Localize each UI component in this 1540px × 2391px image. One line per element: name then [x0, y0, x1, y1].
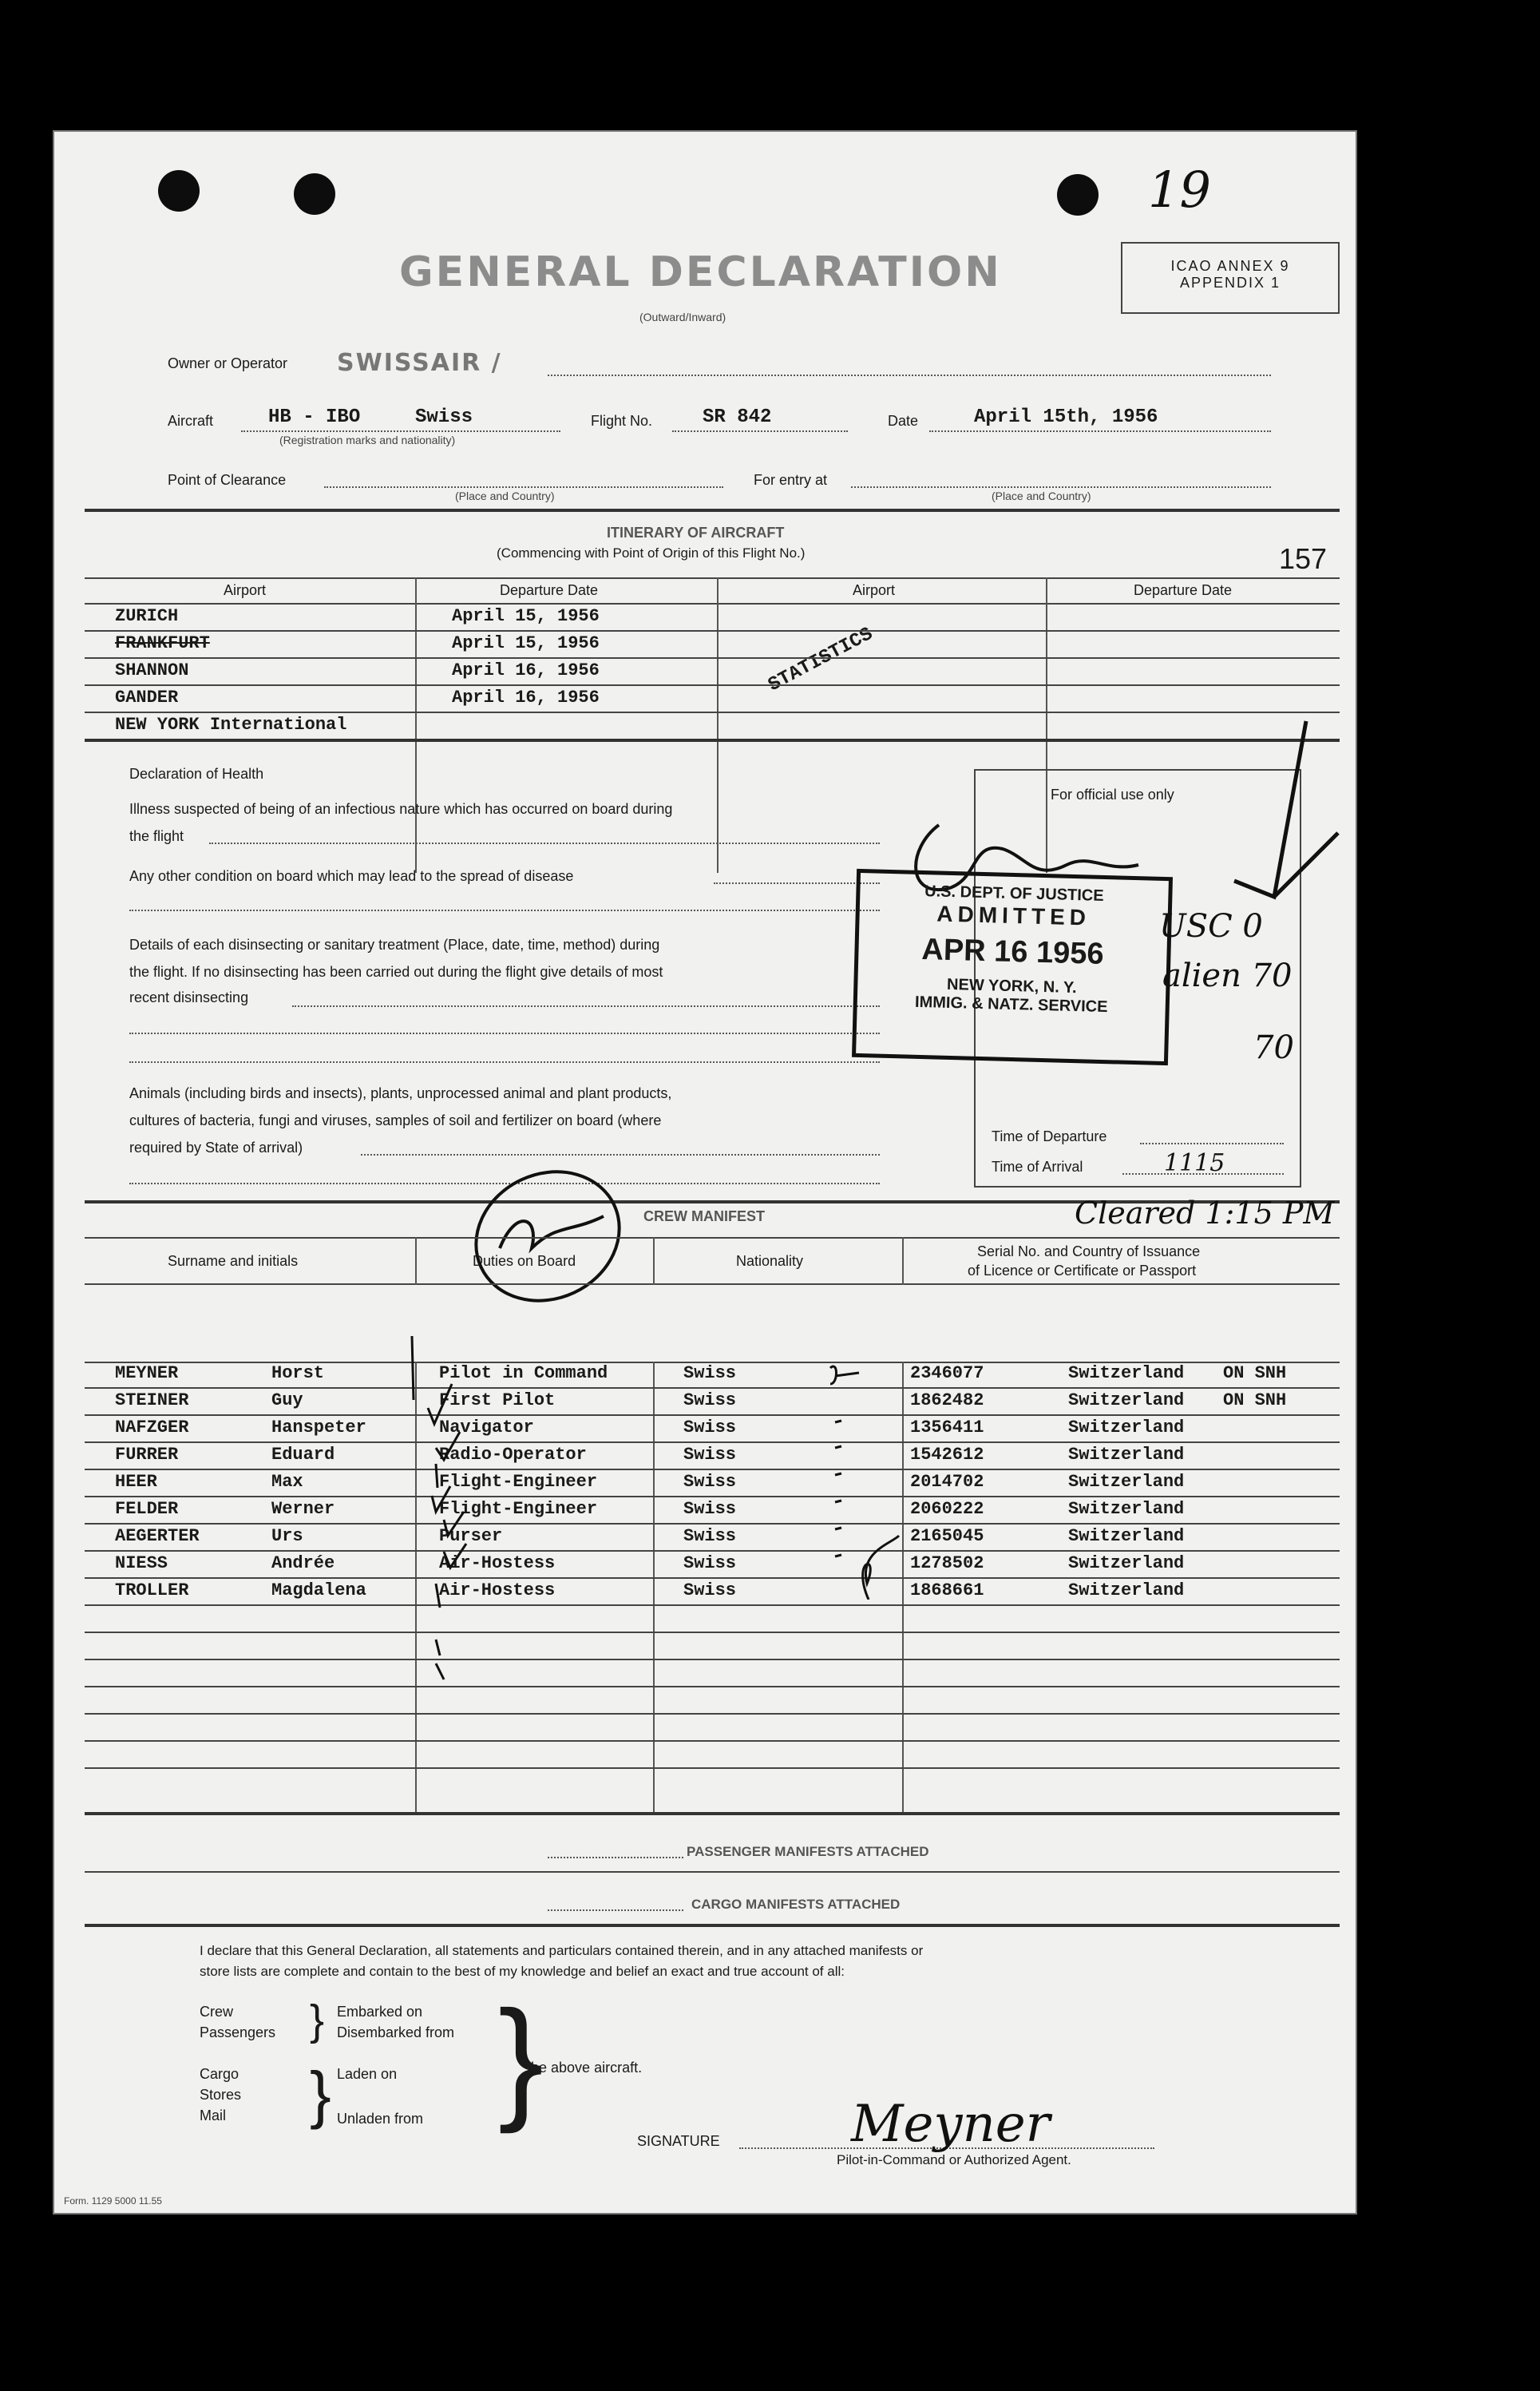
crew-first: Hanspeter: [271, 1418, 366, 1437]
date-label: Date: [888, 413, 919, 429]
decl-cargo: Cargo: [200, 2066, 240, 2082]
crew-first: Werner: [271, 1499, 335, 1519]
rule: [85, 1632, 1340, 1633]
health-q3c: recent disinsecting: [129, 989, 249, 1005]
crew-first: Eduard: [271, 1445, 335, 1465]
crew-country: Switzerland: [1068, 1363, 1185, 1383]
rule: [85, 1523, 1340, 1525]
entry-label: For entry at: [754, 472, 828, 488]
registration-note: (Registration marks and nationality): [279, 434, 456, 446]
crew-header-nationality: Nationality: [736, 1253, 804, 1269]
rule: [85, 1237, 1340, 1239]
crew-nat: Swiss: [683, 1363, 737, 1383]
health-q1b: the flight: [129, 828, 184, 844]
crew-country: Switzerland: [1068, 1445, 1185, 1465]
health-title: Declaration of Health: [129, 766, 264, 782]
date-value: April 15th, 1956: [974, 406, 1158, 428]
crew-manifest-title: CREW MANIFEST: [643, 1208, 765, 1224]
clearance-note: (Place and Country): [455, 490, 555, 502]
crew-header-serial-2: of Licence or Certificate or Passport: [968, 1263, 1197, 1279]
itinerary-title: ITINERARY OF AIRCRAFT: [607, 525, 785, 541]
crew-header-surname: Surname and initials: [168, 1253, 299, 1269]
decl-passengers: Passengers: [200, 2024, 276, 2040]
crew-nat: Swiss: [683, 1553, 737, 1573]
aircraft-label: Aircraft: [168, 413, 214, 429]
signature-value: Meyner: [851, 2095, 1051, 2154]
dots: [129, 1033, 880, 1034]
crew-serial: 1356411: [910, 1418, 984, 1437]
itin-date: April 15, 1956: [452, 633, 600, 653]
crew-surname: FELDER: [115, 1499, 179, 1519]
crew-duty: Purser: [439, 1526, 503, 1546]
crew-duty: Flight-Engineer: [439, 1499, 598, 1519]
crew-first: Andrée: [271, 1553, 335, 1573]
itin-airport: NEW YORK International: [115, 715, 347, 735]
official-hand-note-2: alien 70: [1162, 958, 1293, 994]
owner-value: SWISSAIR /: [337, 349, 502, 377]
health-q4b: cultures of bacteria, fungi and viruses, samples of soil and fertilizer on board (where: [129, 1112, 662, 1128]
health-q1a: Illness suspected of being of an infectious nature which has occurred on board during: [129, 801, 673, 817]
declaration-text-1: I declare that this General Declaration, all statements and particulars contained therein, and in any attached manifests or: [200, 1943, 924, 1958]
stamp-line-2: ADMITTED: [936, 901, 1091, 930]
crew-first: Horst: [271, 1363, 325, 1383]
crew-header-serial-1: Serial No. and Country of Issuance: [977, 1243, 1201, 1259]
stamp-line-3: APR 16 1956: [920, 933, 1105, 971]
crew-serial: 1862482: [910, 1390, 984, 1410]
health-q2: Any other condition on board which may lead to the spread of disease: [129, 868, 574, 884]
itinerary-subtitle: (Commencing with Point of Origin of this Flight No.): [497, 545, 806, 561]
crew-duty: Radio-Operator: [439, 1445, 587, 1465]
crew-first: Guy: [271, 1390, 303, 1410]
time-arrival-label: Time of Arrival: [992, 1159, 1083, 1175]
crew-nat: Swiss: [683, 1390, 737, 1410]
decl-embarked: Embarked on: [337, 2004, 423, 2020]
crew-checkmarks-icon: [388, 1304, 548, 1735]
crew-surname: NAFZGER: [115, 1418, 189, 1437]
crew-serial: 1868661: [910, 1580, 984, 1600]
circled-scribble-icon: [468, 1160, 627, 1312]
crew-serial: 1542612: [910, 1445, 984, 1465]
checkmark-scribble-icon: [1186, 705, 1346, 993]
crew-serial: 2060222: [910, 1499, 984, 1519]
crew-nat: Swiss: [683, 1580, 737, 1600]
crew-nat: Swiss: [683, 1526, 737, 1546]
document-page: [53, 130, 1357, 2215]
dots: [361, 1154, 880, 1156]
rule: [85, 1604, 1340, 1606]
dots: [129, 1061, 880, 1063]
dots: [548, 1857, 683, 1858]
punch-hole-2: [294, 173, 335, 215]
decl-disembarked: Disembarked from: [337, 2024, 455, 2040]
col-divider: [653, 1362, 655, 1814]
crew-country: Switzerland: [1068, 1499, 1185, 1519]
crew-duty: Air-Hostess: [439, 1580, 556, 1600]
rule: [85, 1469, 1340, 1470]
decl-laden: Laden on: [337, 2066, 398, 2082]
crew-extra: ON SNH: [1223, 1390, 1287, 1410]
itin-airport: SHANNON: [115, 660, 189, 680]
nat-marks-icon: [803, 1360, 931, 1600]
col-divider: [415, 1237, 417, 1285]
dots: [548, 1909, 683, 1911]
crew-country: Switzerland: [1068, 1418, 1185, 1437]
official-use-title: For official use only: [1051, 787, 1174, 803]
punch-hole-1: [158, 170, 200, 212]
rule: [85, 577, 1340, 579]
crew-duty: Pilot in Command: [439, 1363, 608, 1383]
crew-surname: STEINER: [115, 1390, 189, 1410]
crew-surname: TROLLER: [115, 1580, 189, 1600]
rule: [85, 1812, 1340, 1815]
itin-date: April 16, 1956: [452, 660, 600, 680]
owner-label: Owner or Operator: [168, 355, 288, 371]
rule: [85, 1577, 1340, 1579]
itin-date: April 15, 1956: [452, 606, 600, 626]
rule: [85, 1387, 1340, 1389]
crew-first: Urs: [271, 1526, 303, 1546]
rule: [85, 1686, 1340, 1687]
itin-header-airport-2: Airport: [853, 582, 896, 598]
itin-airport: GANDER: [115, 688, 179, 708]
crew-nat: Swiss: [683, 1472, 737, 1492]
rule: [85, 1740, 1340, 1742]
crew-first: Max: [271, 1472, 303, 1492]
admitted-stamp: [852, 869, 1173, 1065]
punch-hole-3: [1057, 174, 1099, 216]
decl-mail: Mail: [200, 2107, 227, 2123]
rule: [85, 1496, 1340, 1497]
brace-3: }: [498, 1983, 544, 2135]
entry-note: (Place and Country): [992, 490, 1091, 502]
rule: [85, 1871, 1340, 1873]
brace-2: }: [310, 2059, 331, 2130]
crew-extra: ON SNH: [1223, 1363, 1287, 1383]
official-hand-note-1: USC 0: [1159, 908, 1263, 945]
dots: [1140, 1143, 1284, 1144]
crew-nat: Swiss: [683, 1499, 737, 1519]
flight-line: [672, 430, 848, 432]
declaration-text-2: store lists are complete and contain to the best of my knowledge and belief an exact and true account of all:: [200, 1964, 845, 1979]
stamp-line-5: IMMIG. & NATZ. SERVICE: [914, 993, 1108, 1017]
clearance-label: Point of Clearance: [168, 472, 287, 488]
stamp-line-1: U.S. DEPT. OF JUSTICE: [924, 882, 1104, 905]
crew-serial: 2014702: [910, 1472, 984, 1492]
rule: [85, 1713, 1340, 1715]
crew-surname: FURRER: [115, 1445, 179, 1465]
annex-box: [1121, 242, 1340, 314]
decl-above: the above aircraft.: [527, 2060, 643, 2076]
signature-note: Pilot-in-Command or Authorized Agent.: [837, 2152, 1071, 2167]
crew-country: Switzerland: [1068, 1526, 1185, 1546]
itinerary-number: 157: [1279, 542, 1328, 575]
flight-value: SR 842: [703, 406, 772, 428]
aircraft-line: [241, 430, 560, 432]
rule: [85, 657, 1340, 659]
itin-airport: ZURICH: [115, 606, 179, 626]
signature-label: SIGNATURE: [637, 2133, 720, 2149]
crew-country: Switzerland: [1068, 1553, 1185, 1573]
crew-country: Switzerland: [1068, 1472, 1185, 1492]
dots: [292, 1005, 880, 1007]
dots: [714, 882, 880, 884]
crew-serial: 2346077: [910, 1363, 984, 1383]
page-subtitle: (Outward/Inward): [639, 311, 726, 323]
rule: [85, 509, 1340, 512]
crew-header-duties: Duties on Board: [473, 1253, 576, 1269]
health-q3b: the flight. If no disinsecting has been carried out during the flight give details of most: [129, 964, 663, 980]
health-q3a: Details of each disinsecting or sanitary treatment (Place, date, time, method) during: [129, 937, 660, 953]
crew-hand-note: Cleared 1:15 PM: [1075, 1196, 1335, 1231]
crew-surname: MEYNER: [115, 1363, 179, 1383]
itin-header-airport-1: Airport: [224, 582, 267, 598]
stamp-line-4: NEW YORK, N. Y.: [946, 975, 1077, 997]
brace-1: }: [310, 1996, 325, 2044]
crew-duty: Navigator: [439, 1418, 534, 1437]
rule: [85, 1283, 1340, 1285]
crew-duty: Flight-Engineer: [439, 1472, 598, 1492]
crew-country: Switzerland: [1068, 1580, 1185, 1600]
aircraft-nationality: Swiss: [415, 406, 473, 428]
rule: [85, 603, 1340, 605]
dots: [209, 843, 880, 844]
annex-line-2: APPENDIX 1: [1179, 275, 1281, 291]
rule: [85, 1550, 1340, 1552]
aircraft-registration: HB - IBO: [268, 406, 361, 428]
crew-duty: First Pilot: [439, 1390, 556, 1410]
entry-line: [851, 486, 1271, 488]
itin-header-date-1: Departure Date: [500, 582, 599, 598]
crew-duty: Air-Hostess: [439, 1553, 556, 1573]
rule: [85, 1414, 1340, 1416]
page-title: GENERAL DECLARATION: [399, 248, 1002, 296]
col-divider: [902, 1237, 904, 1285]
rule: [85, 1767, 1340, 1769]
crew-serial: 2165045: [910, 1526, 984, 1546]
annex-line-1: ICAO ANNEX 9: [1170, 258, 1290, 274]
col-divider: [717, 577, 719, 873]
crew-surname: HEER: [115, 1472, 157, 1492]
clearance-line: [324, 486, 723, 488]
itin-date: April 16, 1956: [452, 688, 600, 708]
health-q4a: Animals (including birds and insects), plants, unprocessed animal and plant products,: [129, 1085, 672, 1101]
crew-nat: Swiss: [683, 1418, 737, 1437]
rule: [85, 684, 1340, 686]
rule: [85, 1659, 1340, 1660]
rule: [85, 1441, 1340, 1443]
passenger-manifests: PASSENGER MANIFESTS ATTACHED: [687, 1844, 929, 1859]
col-divider: [653, 1237, 655, 1285]
statistics-stamp: STATISTICS: [765, 623, 877, 697]
form-number: Form. 1129 5000 11.55: [64, 2195, 162, 2207]
cargo-manifests: CARGO MANIFESTS ATTACHED: [691, 1897, 901, 1912]
crew-nat: Swiss: [683, 1445, 737, 1465]
flight-label: Flight No.: [591, 413, 653, 429]
col-divider: [415, 577, 417, 873]
time-departure-label: Time of Departure: [992, 1128, 1107, 1144]
crew-surname: NIESS: [115, 1553, 168, 1573]
health-q4c: required by State of arrival): [129, 1140, 303, 1156]
rule: [85, 1924, 1340, 1927]
date-line: [929, 430, 1271, 432]
rule: [85, 712, 1340, 713]
page-number-handwritten: 19: [1148, 161, 1211, 219]
crew-country: Switzerland: [1068, 1390, 1185, 1410]
crew-surname: AEGERTER: [115, 1526, 200, 1546]
owner-line: [548, 375, 1271, 376]
official-hand-note-3: 70: [1253, 1029, 1294, 1066]
time-arrival-value: 1115: [1164, 1149, 1225, 1177]
crew-serial: 1278502: [910, 1553, 984, 1573]
itin-header-date-2: Departure Date: [1134, 582, 1233, 598]
rule: [85, 630, 1340, 632]
dots: [129, 910, 880, 911]
itin-airport: FRANKFURT: [115, 633, 210, 653]
rule: [85, 739, 1340, 742]
crew-first: Magdalena: [271, 1580, 366, 1600]
decl-crew: Crew: [200, 2004, 234, 2020]
decl-stores: Stores: [200, 2087, 242, 2103]
decl-unladen: Unladen from: [337, 2111, 424, 2127]
